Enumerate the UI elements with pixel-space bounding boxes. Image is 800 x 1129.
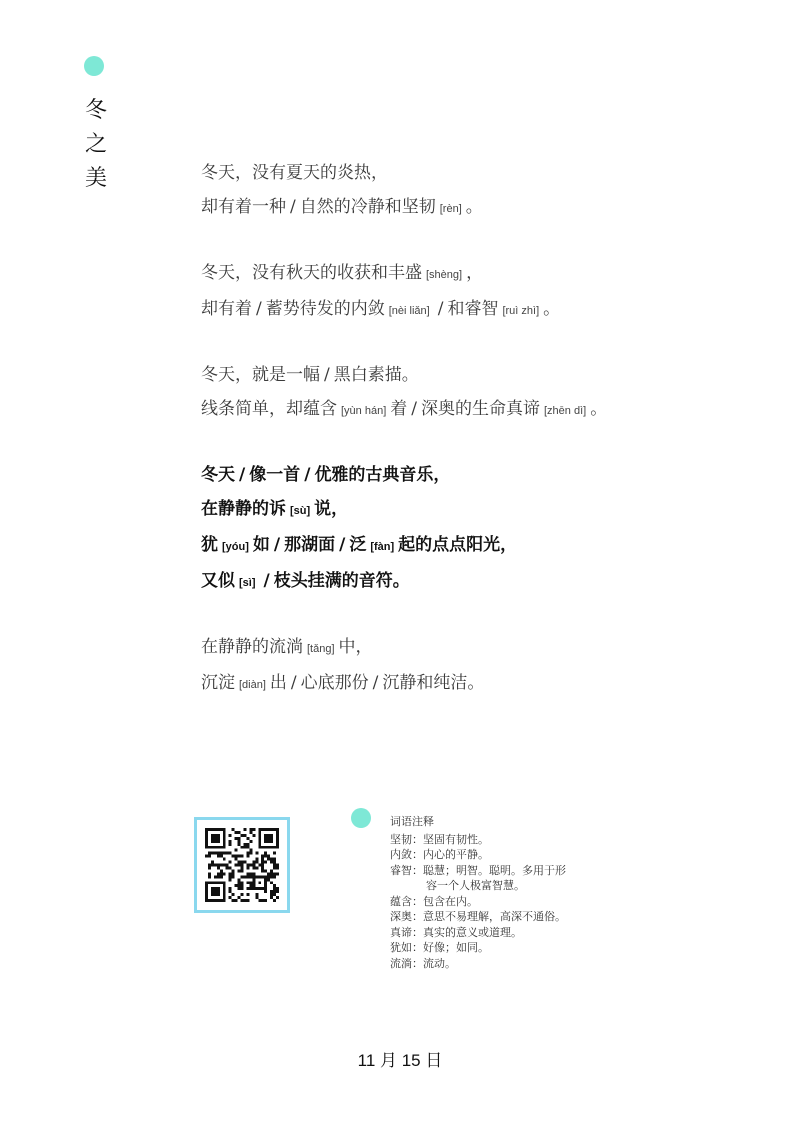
poem-text: 自然的冷静和坚韧 <box>299 197 436 217</box>
glossary-item: 内敛：内心的平静。 <box>390 848 489 861</box>
poem-text: 像一首 <box>249 465 301 485</box>
poem-text: 又似 <box>201 571 235 591</box>
poem-line <box>201 492 761 528</box>
poem-text: 如 <box>252 535 270 555</box>
poem-line <box>201 630 761 666</box>
date-label: 11 月 15 日 <box>357 1051 443 1070</box>
pinyin-annotation: [sì] <box>239 577 256 589</box>
poem-text: 却有着 <box>201 299 252 319</box>
poem-text: 冬天，没有夏天的炎热， <box>201 163 388 183</box>
glossary-item: 蕴含：包含在内。 <box>390 894 478 908</box>
poem-line <box>201 190 761 226</box>
poem-text: 泛 <box>349 535 367 555</box>
poem-text: 犹 <box>201 535 218 555</box>
pause-mark: / <box>263 571 270 591</box>
poem-line <box>201 292 761 328</box>
poem-text: 蓄势待发的内敛 <box>265 299 385 319</box>
poem-text: 黑白素描。 <box>333 365 419 385</box>
poem-line <box>201 392 761 428</box>
pause-mark: / <box>324 365 330 385</box>
poem-body <box>201 156 761 732</box>
pause-mark: / <box>290 197 296 217</box>
pinyin-annotation: [yùn hán] <box>341 405 387 417</box>
pinyin-annotation: [yóu] <box>222 541 249 553</box>
pause-mark: / <box>304 465 311 485</box>
poem-text: 出 <box>269 673 287 693</box>
pause-mark: / <box>256 299 262 319</box>
glossary-item: 流淌：流动。 <box>390 956 456 970</box>
pause-mark: / <box>437 299 444 319</box>
poem-text: 深奥的生命真谛 <box>421 399 540 419</box>
glossary-item: 睿智：聪慧；明智。聪明。多用于形 <box>390 863 566 877</box>
poem-line <box>201 666 761 702</box>
poem-text: 。 <box>465 197 483 217</box>
pause-mark: / <box>372 673 379 693</box>
pinyin-annotation: [tǎng] <box>307 643 335 655</box>
pinyin-annotation: [diàn] <box>239 679 266 691</box>
qr-code[interactable] <box>194 817 290 913</box>
pinyin-annotation: [sù] <box>290 505 311 517</box>
pinyin-annotation: [nèi liǎn] <box>388 305 430 317</box>
poem-stanza <box>201 630 761 702</box>
glossary-item: 坚韧：坚固有韧性。 <box>390 832 489 846</box>
poem-text: 着 <box>390 399 408 419</box>
poem-text: 。 <box>543 299 561 319</box>
poem-line <box>201 256 761 292</box>
title-char: 冬 <box>84 98 107 123</box>
page-title <box>84 94 108 196</box>
pause-mark: / <box>290 673 297 693</box>
decorative-dot-top <box>84 56 104 76</box>
poem-stanza <box>201 358 761 428</box>
poem-text: 冬天 <box>201 465 235 485</box>
poem-text: 说， <box>314 499 349 519</box>
poem-line <box>201 156 761 190</box>
pinyin-annotation: [zhēn dì] <box>544 405 587 417</box>
poem-text: 沉静和纯洁。 <box>382 673 485 693</box>
poem-text: 冬天，没有秋天的收获和丰盛 <box>201 263 422 283</box>
pause-mark: / <box>411 399 417 419</box>
pause-mark: / <box>239 465 246 485</box>
poem-stanza <box>201 156 761 226</box>
glossary-notes <box>390 814 650 971</box>
poem-text: 心底那份 <box>300 673 369 693</box>
poem-text: 沉淀 <box>201 673 235 693</box>
title-char: 美 <box>84 166 107 191</box>
poem-stanza <box>201 256 761 328</box>
poem-stanza <box>201 458 761 600</box>
glossary-item-continuation: 容一个人极富智慧。 <box>426 879 525 892</box>
glossary-item: 真谛：真实的意义或道理。 <box>390 925 522 939</box>
poem-line <box>201 358 761 392</box>
poem-text: 那湖面 <box>284 535 336 555</box>
poem-text: 冬天，就是一幅 <box>201 365 320 385</box>
pinyin-annotation: [ruì zhì] <box>502 305 540 317</box>
poem-text: 在静静的流淌 <box>201 637 303 657</box>
poem-line <box>201 528 761 564</box>
decorative-dot-glossary <box>351 808 371 828</box>
poem-line <box>201 458 761 492</box>
poem-text: ， <box>466 263 484 283</box>
pinyin-annotation: [shèng] <box>426 269 463 281</box>
poem-text: 在静静的诉 <box>201 499 286 519</box>
poem-text: 起的点点阳光， <box>398 535 518 555</box>
pinyin-annotation: [rèn] <box>439 203 462 215</box>
title-char: 之 <box>84 132 107 157</box>
glossary-item: 犹如：好像；如同。 <box>390 941 489 954</box>
poem-text: 中， <box>338 637 373 657</box>
pause-mark: / <box>339 535 346 555</box>
glossary-item: 深奥：意思不易理解，高深不通俗。 <box>390 910 566 923</box>
glossary-heading: 词语注释 <box>390 815 434 828</box>
poem-text: 线条简单，却蕴含 <box>201 399 337 419</box>
poem-text: 优雅的古典音乐， <box>314 465 451 485</box>
pinyin-annotation: [fàn] <box>370 541 395 553</box>
poem-text: 和睿智 <box>447 299 499 319</box>
poem-text: 。 <box>590 399 608 419</box>
poem-text: 枝头挂满的音符。 <box>273 571 410 591</box>
poem-line <box>201 564 761 600</box>
qr-code-image <box>205 828 279 902</box>
pause-mark: / <box>273 535 281 555</box>
poem-text: 却有着一种 <box>201 197 286 217</box>
